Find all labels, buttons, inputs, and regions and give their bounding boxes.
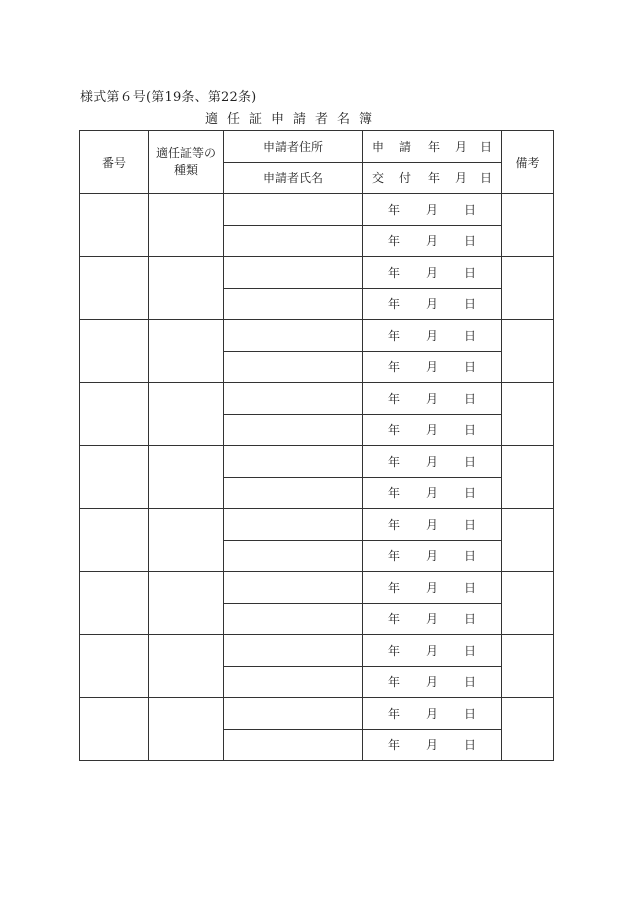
entry-address-cell[interactable] [224, 383, 363, 415]
entry-kind-cell[interactable] [149, 698, 224, 761]
header-issue-date [363, 162, 502, 194]
date-day-unit: 日 [463, 486, 476, 501]
entry-remarks-cell[interactable] [502, 383, 554, 446]
date-month-unit: 月 [425, 391, 438, 406]
page-title [205, 108, 381, 127]
entry-remarks-cell[interactable] [502, 698, 554, 761]
entry-remarks-cell[interactable] [502, 320, 554, 383]
date-month-unit: 月 [425, 234, 438, 249]
date-cell[interactable] [363, 351, 502, 383]
entry-number-cell[interactable] [80, 572, 149, 635]
header-apply-char2: 請 [398, 139, 411, 154]
form-number-label: 様式第６号(第19条、第22条) [80, 90, 257, 105]
header-kind-line1: 適任証等の [155, 146, 216, 160]
date-year-unit: 年 [387, 423, 400, 438]
date-month-unit: 月 [425, 580, 438, 595]
date-day-unit: 日 [463, 675, 476, 690]
header-address: 申請者住所 [224, 131, 363, 163]
title-char: 請 [293, 112, 307, 127]
entry-remarks-cell[interactable] [502, 194, 554, 257]
title-char: 申 [271, 112, 285, 127]
entry-name-cell[interactable] [224, 288, 363, 320]
title-char: 簿 [359, 112, 373, 127]
title-char: 者 [315, 112, 329, 127]
entry-number-cell[interactable] [80, 383, 149, 446]
date-month-unit: 月 [425, 423, 438, 438]
entry-name-cell[interactable] [224, 666, 363, 698]
date-cell[interactable] [363, 446, 502, 478]
date-day-unit: 日 [463, 265, 476, 280]
header-issue-char2: 付 [398, 171, 411, 186]
date-day-unit: 日 [463, 297, 476, 312]
entry-number-cell[interactable] [80, 257, 149, 320]
entry-row [80, 194, 554, 226]
entry-name-cell[interactable] [224, 729, 363, 761]
header-issue-day: 日 [479, 171, 492, 186]
title-char: 任 [227, 112, 241, 127]
entry-number-cell[interactable] [80, 194, 149, 257]
date-year-unit: 年 [387, 265, 400, 280]
header-apply-date [363, 131, 502, 163]
date-month-unit: 月 [425, 675, 438, 690]
entry-address-cell[interactable] [224, 572, 363, 604]
entry-address-cell[interactable] [224, 509, 363, 541]
header-apply-month: 月 [454, 139, 467, 154]
date-cell[interactable] [363, 729, 502, 761]
date-year-unit: 年 [387, 517, 400, 532]
register-table [79, 130, 554, 761]
entry-address-cell[interactable] [224, 698, 363, 730]
header-name: 申請者氏名 [224, 162, 363, 194]
header-row [80, 131, 554, 163]
entry-row [80, 257, 554, 289]
date-day-unit: 日 [463, 612, 476, 627]
date-month-unit: 月 [425, 202, 438, 217]
date-year-unit: 年 [387, 328, 400, 343]
entry-row [80, 446, 554, 478]
date-cell[interactable] [363, 635, 502, 667]
header-kind [149, 131, 224, 194]
date-month-unit: 月 [425, 454, 438, 469]
header-apply-char1: 申 [371, 139, 384, 154]
date-month-unit: 月 [425, 297, 438, 312]
title-char: 名 [337, 112, 351, 127]
date-day-unit: 日 [463, 234, 476, 249]
date-month-unit: 月 [425, 486, 438, 501]
entry-remarks-cell[interactable] [502, 257, 554, 320]
entry-kind-cell[interactable] [149, 257, 224, 320]
date-day-unit: 日 [463, 423, 476, 438]
entry-kind-cell[interactable] [149, 194, 224, 257]
entry-kind-cell[interactable] [149, 320, 224, 383]
header-issue-month: 月 [454, 171, 467, 186]
date-day-unit: 日 [463, 328, 476, 343]
date-day-unit: 日 [463, 517, 476, 532]
entry-remarks-cell[interactable] [502, 572, 554, 635]
date-year-unit: 年 [387, 202, 400, 217]
date-year-unit: 年 [387, 234, 400, 249]
date-year-unit: 年 [387, 738, 400, 753]
entry-kind-cell[interactable] [149, 635, 224, 698]
date-day-unit: 日 [463, 706, 476, 721]
date-cell[interactable] [363, 572, 502, 604]
header-issue-year: 年 [427, 171, 440, 186]
header-number: 番号 [80, 131, 149, 194]
entry-row [80, 320, 554, 352]
date-year-unit: 年 [387, 612, 400, 627]
date-day-unit: 日 [463, 454, 476, 469]
date-cell[interactable] [363, 288, 502, 320]
date-cell[interactable] [363, 225, 502, 257]
date-month-unit: 月 [425, 643, 438, 658]
entry-kind-cell[interactable] [149, 446, 224, 509]
entry-row [80, 509, 554, 541]
entry-kind-cell[interactable] [149, 572, 224, 635]
date-year-unit: 年 [387, 297, 400, 312]
entry-address-cell[interactable] [224, 320, 363, 352]
date-year-unit: 年 [387, 643, 400, 658]
entry-kind-cell[interactable] [149, 509, 224, 572]
date-cell[interactable] [363, 414, 502, 446]
date-month-unit: 月 [425, 517, 438, 532]
date-cell[interactable] [363, 257, 502, 289]
entry-remarks-cell[interactable] [502, 509, 554, 572]
date-year-unit: 年 [387, 454, 400, 469]
date-day-unit: 日 [463, 391, 476, 406]
date-cell[interactable] [363, 477, 502, 509]
entry-address-cell[interactable] [224, 194, 363, 226]
date-year-unit: 年 [387, 391, 400, 406]
date-day-unit: 日 [463, 202, 476, 217]
entry-name-cell[interactable] [224, 477, 363, 509]
date-month-unit: 月 [425, 738, 438, 753]
entry-name-cell[interactable] [224, 540, 363, 572]
entry-address-cell[interactable] [224, 635, 363, 667]
entry-name-cell[interactable] [224, 603, 363, 635]
entry-kind-cell[interactable] [149, 383, 224, 446]
title-char: 適 [205, 112, 219, 127]
date-month-unit: 月 [425, 612, 438, 627]
date-cell[interactable] [363, 509, 502, 541]
date-day-unit: 日 [463, 738, 476, 753]
date-day-unit: 日 [463, 580, 476, 595]
date-day-unit: 日 [463, 360, 476, 375]
header-apply-day: 日 [479, 139, 492, 154]
entry-row [80, 635, 554, 667]
date-year-unit: 年 [387, 675, 400, 690]
date-month-unit: 月 [425, 265, 438, 280]
date-month-unit: 月 [425, 549, 438, 564]
entry-row [80, 383, 554, 415]
entry-row [80, 572, 554, 604]
entry-name-cell[interactable] [224, 225, 363, 257]
date-cell[interactable] [363, 540, 502, 572]
date-day-unit: 日 [463, 549, 476, 564]
entry-number-cell[interactable] [80, 635, 149, 698]
header-issue-char1: 交 [371, 171, 384, 186]
entry-number-cell[interactable] [80, 698, 149, 761]
date-cell[interactable] [363, 698, 502, 730]
entry-address-cell[interactable] [224, 257, 363, 289]
date-cell[interactable] [363, 194, 502, 226]
entry-name-cell[interactable] [224, 414, 363, 446]
header-remarks: 備考 [502, 131, 554, 194]
header-kind-line2: 種類 [173, 163, 198, 177]
date-year-unit: 年 [387, 360, 400, 375]
date-year-unit: 年 [387, 549, 400, 564]
header-apply-year: 年 [427, 139, 440, 154]
date-month-unit: 月 [425, 360, 438, 375]
title-char: 証 [249, 112, 263, 127]
entry-number-cell[interactable] [80, 320, 149, 383]
date-year-unit: 年 [387, 580, 400, 595]
date-day-unit: 日 [463, 643, 476, 658]
entry-remarks-cell[interactable] [502, 635, 554, 698]
entry-number-cell[interactable] [80, 509, 149, 572]
entry-row [80, 698, 554, 730]
date-cell[interactable] [363, 603, 502, 635]
date-month-unit: 月 [425, 706, 438, 721]
entry-address-cell[interactable] [224, 446, 363, 478]
date-cell[interactable] [363, 383, 502, 415]
entry-remarks-cell[interactable] [502, 446, 554, 509]
date-year-unit: 年 [387, 486, 400, 501]
date-month-unit: 月 [425, 328, 438, 343]
date-year-unit: 年 [387, 706, 400, 721]
entry-name-cell[interactable] [224, 351, 363, 383]
date-cell[interactable] [363, 320, 502, 352]
date-cell[interactable] [363, 666, 502, 698]
entry-number-cell[interactable] [80, 446, 149, 509]
